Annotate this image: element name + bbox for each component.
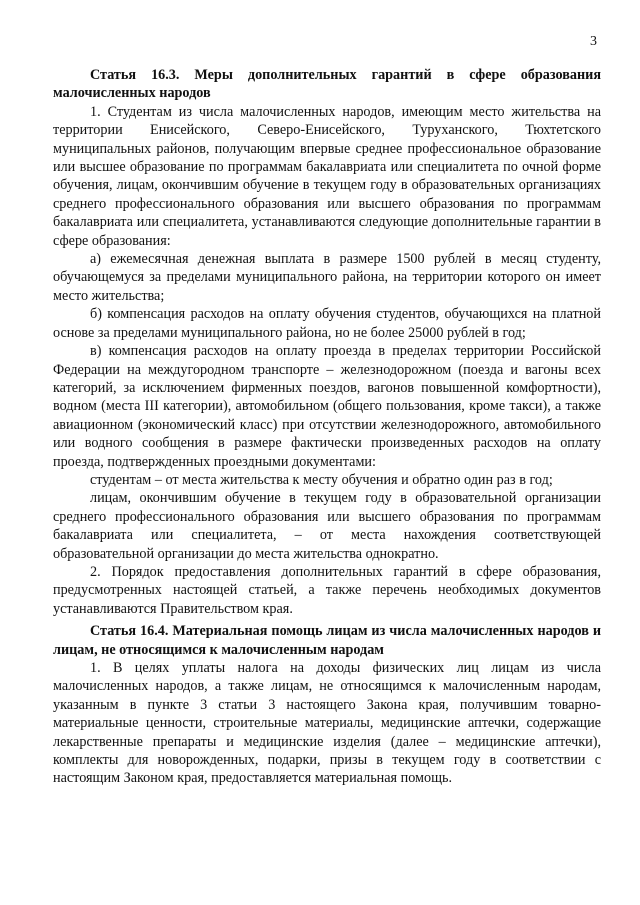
article-16-3-item-b: б) компенсация расходов на оплату обучения студентов, обучающихся на платной основе за пределами муниципального района, но не более 25000 рублей в год; <box>53 306 601 341</box>
article-16-3-heading: Статья 16.3. Меры дополнительных гарантий в сфере образования малочисленных народов <box>53 67 601 102</box>
article-16-4-paragraph: 1. В целях уплаты налога на доходы физических лиц лицам из числа малочисленных народов, а также лицам, не относящимся к малочисленным народам, указанным в пункте 3 статьи 3 настоящего Закона края, получившим товарно-материальные ценности, строительные материалы, медицинские аптечки, содержащие лекарственные препараты и медицинские изделия (далее – медицинские аптечки), комплекты для новорожденных, подарки, призы в текущем году в соответствии с настоящим Законом края, предоставляется материальная помощь. <box>53 660 601 787</box>
article-16-3-item-a: а) ежемесячная денежная выплата в размере 1500 рублей в месяц студенту, обучающемуся за пределами муниципального района, на территории которого он имеет место жительства; <box>53 251 601 304</box>
page-number: 3 <box>590 34 597 49</box>
article-16-3-graduates-clause: лицам, окончившим обучение в текущем году в образовательной организации среднего профессионального образования или высшего образования по программам бакалавриата или специалитета, – от места нахождения соответствующей образовательной организации до места жительства однократно. <box>53 490 601 562</box>
article-16-3-paragraph: 1. Студентам из числа малочисленных народов, имеющим место жительства на территории Енисейского, Северо-Енисейского, Туруханского, Тюхтетского муниципальных районов, получающим впервые среднее профессиональное образование или высшее образование по программам бакалавриата или специалитета по очной форме обучения, лицам, окончившим обучение в текущем году в образовательных организациях среднего профессионального образования или высшего образования по программам бакалавриата или специалитета, устанавливаются следующие дополнительные гарантии в сфере образования: <box>53 103 601 249</box>
article-16-3-students-clause: студентам – от места жительства к месту обучения и обратно один раз в год; <box>90 471 553 488</box>
document-body <box>53 66 601 788</box>
article-16-3-paragraph-2: 2. Порядок предоставления дополнительных гарантий в сфере образования, предусмотренных настоящей статьей, а также перечень необходимых документов устанавливаются Правительством края. <box>53 563 601 617</box>
article-16-4-heading: Статья 16.4. Материальная помощь лицам из числа малочисленных народов и лицам, не относящимся к малочисленным народам <box>53 623 601 658</box>
article-16-3-item-v: в) компенсация расходов на оплату проезда в пределах территории Российской Федерации на междугородном транспорте – железнодорожном (поезда и вагоны всех категорий, за исключением фирменных поездов, вагонов повышенной комфортности), водном (места III категории), автомобильном (общего пользования, кроме такси), а также авиационном (экономический класс) при отсутствии железнодорожного, автомобильного или водного сообщения в размере фактически произведенных расходов на оплату проезда, подтвержденных проездными документами: <box>53 343 601 470</box>
